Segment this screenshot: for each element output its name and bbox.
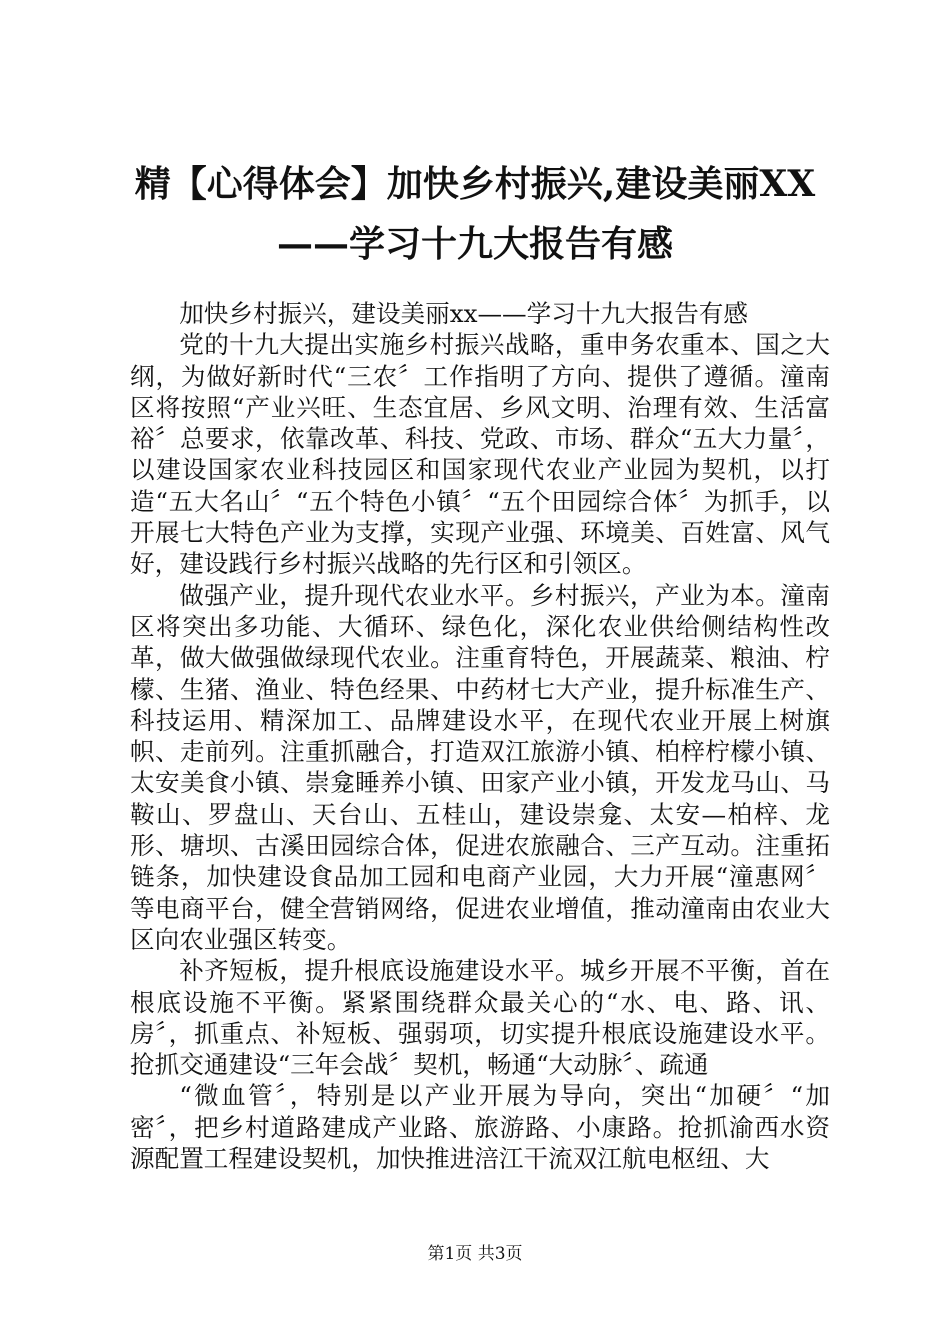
paragraph-subtitle: 加快乡村振兴，建设美丽xx——学习十九大报告有感 [179,299,748,328]
document-title-line-1: 精【心得体会】加快乡村振兴,建设美丽XX [134,163,816,205]
paragraph-infrastructure: 补齐短板，提升根底设施建设水平。城乡开展不平衡，首在根底设施不平衡。紧紧围绕群众最关心的“水、电、路、讯、房〞，抓重点、补短板、强弱项，切实提升根底设施建设水平。抢抓交通建设“三年会战〞契机，畅通“大动脉〞、疏通 [130,956,830,1080]
document-title-line-2: ——学习十九大报告有感 [276,223,673,265]
paragraph-industry: 做强产业，提升现代农业水平。乡村振兴，产业为本。潼南区将突出多功能、大循环、绿色化，深化农业供给侧结构性改革，做大做强做绿现代农业。注重育特色，开展蔬菜、粮油、柠檬、生猪、渔业、特色经果、中药材七大产业，提升标准生产、科技运用、精深加工、品牌建设水平，在现代农业开展上树旗帜、走前列。注重抓融合，打造双江旅游小镇、柏梓柠檬小镇、太安美食小镇、崇龛睡养小镇、田家产业小镇，开发龙马山、马鞍山、罗盘山、天台山、五桂山，建设崇龛、太安—柏梓、龙形、塘坝、古溪田园综合体，促进农旅融合、三产互动。注重拓链条，加快建设食品加工园和电商产业园，大力开展“潼惠网〞等电商平台，健全营销网络，促进农业增值，推动潼南由农业大区向农业强区转变。 [130,580,830,954]
paragraph-intro: 党的十九大提出实施乡村振兴战略，重申务农重本、国之大纲，为做好新时代“三农〞工作指明了方向、提供了遵循。潼南区将按照“产业兴旺、生态宜居、乡风文明、治理有效、生活富裕〞总要求，依靠改革、科技、党政、市场、群众“五大力量〞，以建设国家农业科技园区和国家现代农业产业园为契机，以打造“五大名山〞“五个特色小镇〞“五个田园综合体〞为抓手，以开展七大特色产业为支撑，实现产业强、环境美、百姓富、风气好，建设践行乡村振兴战略的先行区和引领区。 [130,330,830,579]
paragraph-infrastructure-continued: “微血管〞，特别是以产业开展为导向，突出“加硬〞“加密〞，把乡村道路建成产业路、旅游路、小康路。抢抓渝西水资源配置工程建设契机，加快推进涪江干流双江航电枢纽、大 [130,1081,830,1174]
page-number-footer: 第1页 共3页 [427,1244,523,1264]
document-body [130,298,830,1174]
